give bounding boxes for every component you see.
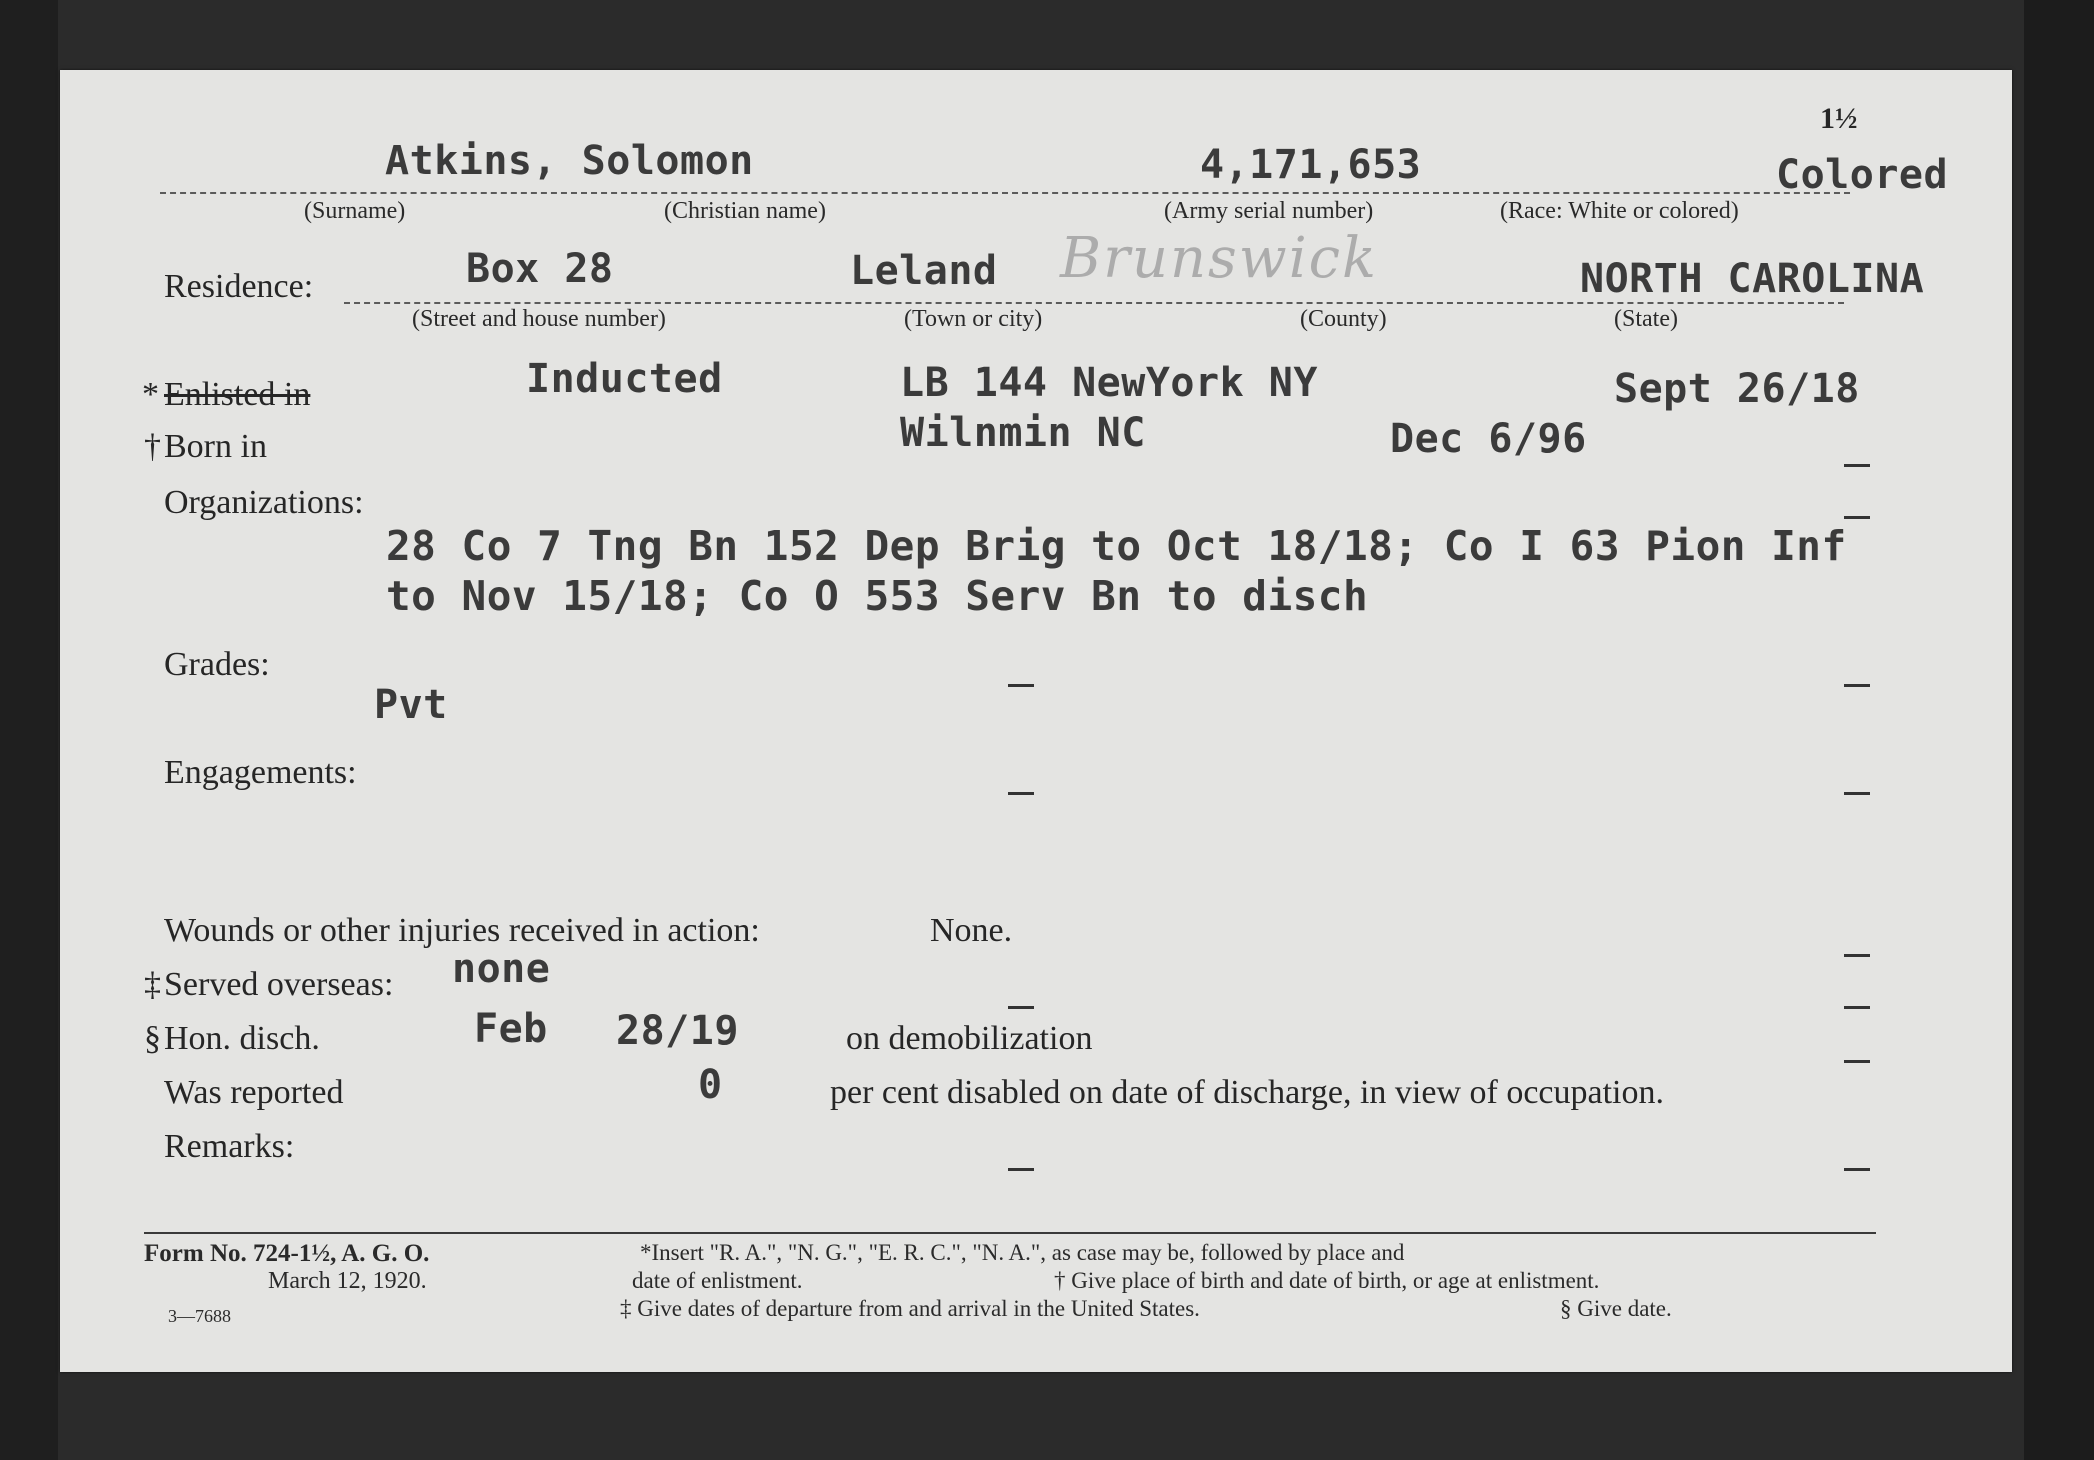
race-value: Colored bbox=[1776, 152, 1949, 198]
enlistment-type-value: Inducted bbox=[526, 356, 723, 402]
overseas-value: none bbox=[452, 946, 551, 992]
discharge-day-value: 28/19 bbox=[616, 1008, 739, 1054]
residence-state-value: NORTH CAROLINA bbox=[1580, 256, 1925, 302]
footnote-date: § Give date. bbox=[1560, 1296, 1672, 1321]
birth-place-value: Wilnmin NC bbox=[900, 410, 1146, 456]
enlistment-date-value: Sept 26/18 bbox=[1614, 366, 1860, 412]
column-tick bbox=[1844, 1168, 1870, 1171]
form-date: March 12, 1920. bbox=[268, 1268, 427, 1294]
remarks-label: Remarks: bbox=[164, 1128, 295, 1165]
column-tick bbox=[1008, 1168, 1034, 1171]
scan-border-left bbox=[0, 0, 58, 1460]
residence-town-value: Leland bbox=[850, 248, 998, 294]
residence-county-value: Brunswick bbox=[1060, 226, 1378, 291]
enlisted-marker: * bbox=[142, 376, 159, 413]
discharge-month-value: Feb bbox=[474, 1006, 548, 1052]
wounds-label: Wounds or other injuries received in action: bbox=[164, 912, 760, 949]
column-tick bbox=[1844, 684, 1870, 687]
column-tick bbox=[1844, 464, 1870, 467]
disability-percent-value: 0 bbox=[698, 1062, 723, 1108]
born-marker: † bbox=[144, 428, 161, 465]
footnote-overseas: ‡ Give dates of departure from and arrival in the United States. bbox=[620, 1296, 1200, 1321]
service-record-card bbox=[60, 70, 2012, 1372]
overseas-marker: ‡ bbox=[144, 966, 161, 1003]
enlistment-place-value: LB 144 NewYork NY bbox=[900, 360, 1318, 406]
residence-dotted-line bbox=[344, 302, 1844, 304]
footnote-birth: † Give place of birth and date of birth, or age at enlistment. bbox=[1054, 1268, 1600, 1293]
organizations-line-2: to Nov 15/18; Co O 553 Serv Bn to disch bbox=[386, 572, 1369, 620]
county-caption: (County) bbox=[1300, 306, 1387, 332]
discharge-label: Hon. disch. bbox=[164, 1020, 320, 1057]
street-caption: (Street and house number) bbox=[412, 306, 666, 332]
footer-rule bbox=[144, 1232, 1876, 1234]
christian-name-caption: (Christian name) bbox=[664, 198, 826, 224]
discharge-text: on demobilization bbox=[846, 1020, 1093, 1057]
wounds-value: None. bbox=[930, 912, 1013, 949]
town-caption: (Town or city) bbox=[904, 306, 1043, 332]
column-tick bbox=[1008, 1006, 1034, 1009]
scan-border-right bbox=[2024, 0, 2094, 1460]
organizations-label: Organizations: bbox=[164, 484, 364, 521]
column-tick bbox=[1844, 792, 1870, 795]
column-tick bbox=[1008, 684, 1034, 687]
reported-label: Was reported bbox=[164, 1074, 344, 1111]
footnote-insert-cont: date of enlistment. bbox=[632, 1268, 803, 1293]
born-label: Born in bbox=[164, 428, 267, 465]
column-tick bbox=[1844, 1006, 1870, 1009]
print-code: 3—7688 bbox=[168, 1306, 231, 1326]
serial-number-value: 4,171,653 bbox=[1200, 142, 1422, 188]
surname-value: Atkins, Solomon bbox=[385, 138, 754, 184]
form-number: Form No. 724-1½, A. G. O. bbox=[144, 1240, 430, 1267]
grades-label: Grades: bbox=[164, 646, 270, 683]
residence-street-value: Box 28 bbox=[466, 246, 614, 292]
engagements-label: Engagements: bbox=[164, 754, 357, 791]
serial-number-caption: (Army serial number) bbox=[1164, 198, 1374, 224]
grade-value: Pvt bbox=[374, 682, 448, 728]
column-tick bbox=[1844, 954, 1870, 957]
organizations-line-1: 28 Co 7 Tng Bn 152 Dep Brig to Oct 18/18; Co I 63 Pion Inf bbox=[386, 522, 1847, 570]
column-tick bbox=[1008, 792, 1034, 795]
header-dotted-line bbox=[160, 192, 1850, 194]
reported-text: per cent disabled on date of discharge, in view of occupation. bbox=[830, 1074, 1664, 1111]
residence-label: Residence: bbox=[164, 268, 314, 305]
discharge-marker: § bbox=[144, 1020, 161, 1057]
column-tick bbox=[1844, 516, 1870, 519]
column-tick bbox=[1844, 1060, 1870, 1063]
fraction-mark: 1½ bbox=[1820, 102, 1858, 135]
surname-caption: (Surname) bbox=[304, 198, 406, 224]
footnote-insert: *Insert "R. A.", "N. G.", "E. R. C.", "N. A.", as case may be, followed by place and bbox=[640, 1240, 1405, 1265]
race-caption: (Race: White or colored) bbox=[1500, 198, 1739, 224]
overseas-label: Served overseas: bbox=[164, 966, 394, 1003]
state-caption: (State) bbox=[1614, 306, 1678, 332]
birth-date-value: Dec 6/96 bbox=[1390, 416, 1587, 462]
enlisted-label: Enlisted in bbox=[164, 376, 311, 413]
